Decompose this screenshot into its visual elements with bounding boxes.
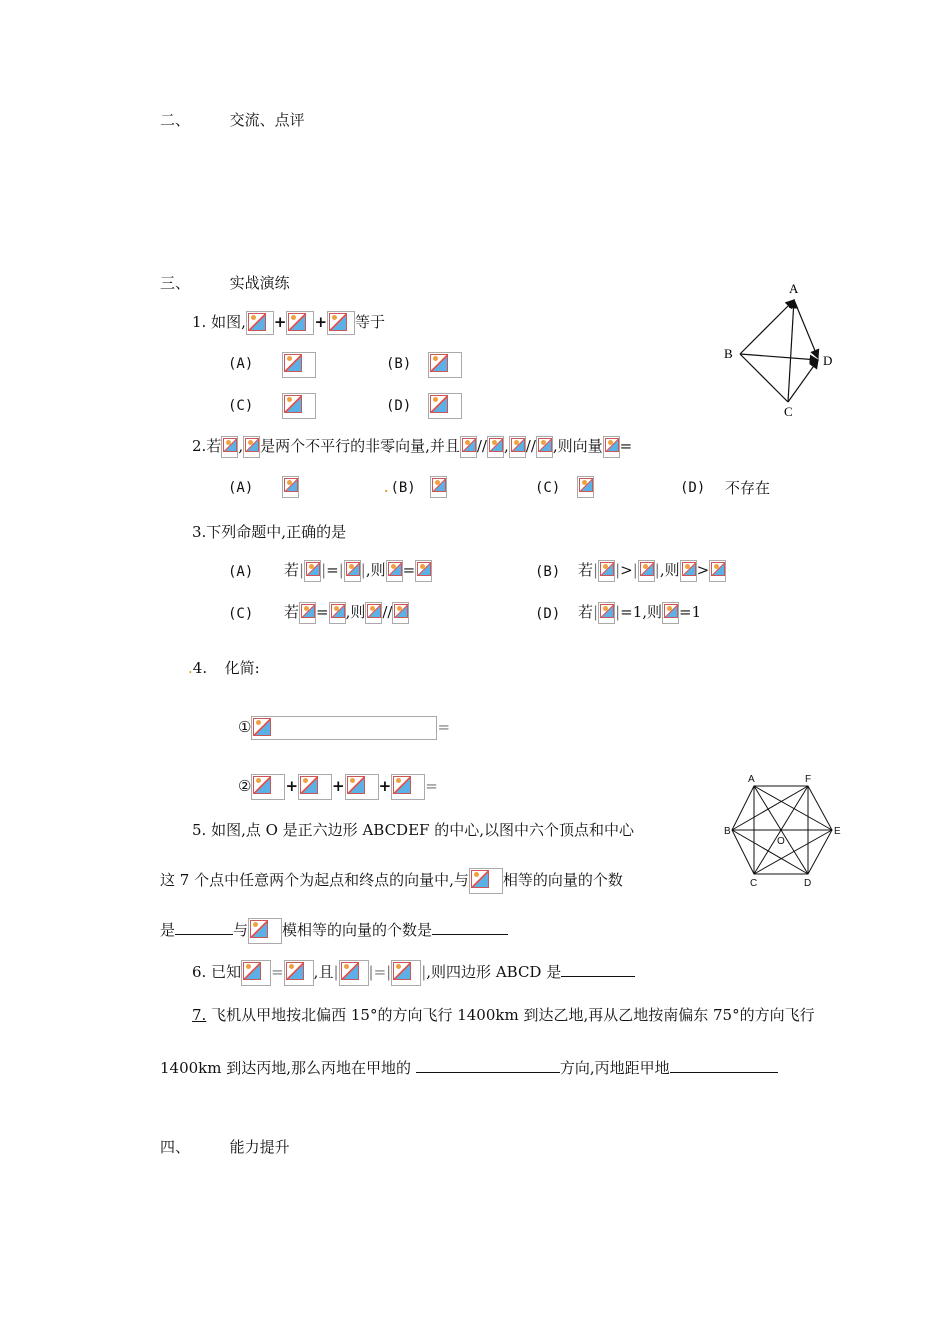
- question-text: ,且: [313, 963, 334, 981]
- question-number: 4.: [192, 659, 208, 677]
- vector-image: [345, 774, 379, 800]
- vector-image: [680, 560, 697, 582]
- parallel-sign: //: [476, 437, 487, 455]
- q3-option-c: [228, 604, 253, 624]
- question-2: [192, 436, 632, 458]
- then-word: ,则: [365, 561, 386, 579]
- question-text: 与: [233, 921, 249, 939]
- plus-sign: +: [285, 777, 299, 795]
- vector-image: [603, 436, 620, 458]
- if-word: 若: [284, 603, 300, 621]
- abs-bar: |: [593, 561, 599, 579]
- vector-image: [243, 436, 260, 458]
- q1-option-a-image: [282, 352, 316, 378]
- question-text: 6. 已知: [192, 963, 242, 981]
- plus-sign: +: [314, 313, 328, 331]
- question-text: 1. 如图,: [192, 313, 246, 331]
- vector-bd: [740, 354, 818, 360]
- if-word: 若: [578, 603, 594, 621]
- equals-sign: =: [326, 561, 339, 579]
- abs-bar: |: [360, 561, 366, 579]
- vector-ad: [794, 300, 818, 358]
- label-f: F: [805, 774, 812, 785]
- abs-bar: |: [386, 963, 392, 981]
- question-3-title: 3.下列命题中,正确的是: [192, 523, 347, 541]
- label-a: A: [789, 281, 799, 296]
- section-title: 实战演练: [229, 274, 290, 292]
- vector-image: [598, 560, 615, 582]
- q1-option-c: [228, 396, 253, 416]
- question-text: 等于: [355, 313, 386, 331]
- label-a: A: [748, 774, 755, 785]
- question-text: 化简:: [224, 659, 260, 677]
- abs-bar: |: [299, 561, 305, 579]
- abs-bar: |: [593, 603, 599, 621]
- question-text: 2.若: [192, 437, 222, 455]
- question-1: [192, 311, 385, 335]
- q1-option-b: [386, 354, 411, 374]
- section-number: 二、: [160, 111, 191, 129]
- answer-blank[interactable]: [561, 960, 635, 977]
- if-word: 若: [578, 561, 594, 579]
- label-b: B: [724, 826, 731, 837]
- q3-option-d: [535, 604, 560, 624]
- vector-image: [391, 774, 425, 800]
- vector-image: [327, 311, 355, 335]
- plus-sign: +: [378, 777, 392, 795]
- q2-option-a: [228, 478, 253, 498]
- equals-sign: =: [619, 437, 633, 455]
- vector-image: [428, 352, 462, 378]
- question-text: 相等的向量的个数: [502, 871, 623, 889]
- expression-image: [251, 716, 437, 740]
- question-text: 是: [160, 921, 176, 939]
- then-word: ,则: [659, 561, 680, 579]
- vector-image: [299, 602, 316, 624]
- vector-image: [298, 774, 332, 800]
- equals-sign: =: [271, 963, 284, 981]
- option-label: (C): [228, 398, 254, 414]
- vector-image: [286, 311, 314, 335]
- abs-bar: |: [615, 561, 621, 579]
- vector-ba: [740, 300, 794, 354]
- equals-sign: =: [316, 603, 329, 621]
- parallel-sign: //: [525, 437, 536, 455]
- q3-option-b-text: [578, 560, 726, 582]
- option-label: (A): [228, 564, 254, 580]
- vector-image: [282, 352, 316, 378]
- abs-bar: |: [368, 963, 374, 981]
- vector-image: [282, 393, 316, 419]
- vector-image: [344, 560, 361, 582]
- q2-option-b: .(B): [382, 480, 416, 496]
- q2-option-c: [535, 478, 560, 498]
- option-label: (B): [390, 480, 416, 496]
- option-label: (B): [386, 356, 412, 372]
- question-text: 模相等的向量的个数是: [282, 921, 433, 939]
- question-text: 飞机从甲地按北偏西 15°的方向飞行 1400km 到达乙地,再从乙地按南偏东 75°的方向飞行: [211, 1006, 815, 1024]
- question-7-line-2: [160, 1056, 778, 1078]
- option-label: (D): [535, 606, 561, 622]
- vector-image: [577, 476, 594, 498]
- question-number: 7.: [192, 1006, 207, 1024]
- q3-option-a-text: [284, 560, 432, 582]
- question-4: .4. 化简:: [188, 659, 260, 677]
- abs-bar: |: [321, 561, 327, 579]
- vector-image: [598, 602, 615, 624]
- answer-blank[interactable]: [670, 1056, 778, 1073]
- greater-sign: >: [620, 561, 633, 579]
- option-label: (A): [228, 480, 254, 496]
- plus-sign: +: [273, 313, 287, 331]
- question-text: 方向,丙地距甲地: [559, 1059, 670, 1077]
- label-b: B: [724, 346, 733, 361]
- then-word: ,则: [642, 603, 663, 621]
- abs-bar: |: [421, 963, 427, 981]
- vector-image: [304, 560, 321, 582]
- question-text: 1400km 到达丙地,那么丙地在甲地的: [160, 1059, 412, 1077]
- abs-bar: |: [338, 561, 344, 579]
- vector-image: [391, 960, 421, 986]
- q4-item-2: [238, 774, 438, 800]
- q1-option-a: [228, 354, 253, 374]
- question-text: ,则向量: [552, 437, 603, 455]
- vector-image: [284, 960, 314, 986]
- q5-line-1: 5. 如图,点 O 是正六边形 ABCDEF 的中心,以图中六个顶点和中心: [192, 821, 634, 839]
- vector-image: [469, 868, 503, 894]
- q2-option-d-text: 不存在: [725, 479, 771, 497]
- vector-image: [430, 476, 447, 498]
- option-label: (C): [228, 606, 254, 622]
- q3-option-b: [535, 562, 560, 582]
- figure-hexagon: [724, 772, 846, 892]
- vector-image: [428, 393, 462, 419]
- equals-one: =1: [679, 603, 702, 621]
- label-o: O: [777, 836, 785, 847]
- option-label: (D): [680, 480, 706, 496]
- vector-image: [339, 960, 369, 986]
- q1-option-d-image: [428, 393, 462, 419]
- label-e: E: [834, 826, 841, 837]
- abs-bar: |: [333, 963, 339, 981]
- label-c: C: [750, 878, 758, 889]
- vector-image: [638, 560, 655, 582]
- vector-image: [365, 602, 382, 624]
- q3-option-a: [228, 562, 253, 582]
- vector-ca: [788, 300, 794, 402]
- option-label: (B): [535, 564, 561, 580]
- answer-blank[interactable]: [416, 1056, 560, 1073]
- q2-option-a-image: [282, 476, 299, 498]
- greater-sign: >: [696, 561, 710, 579]
- parallel-sign: //: [382, 603, 393, 621]
- q1-option-d: [386, 396, 411, 416]
- option-label: (C): [535, 480, 561, 496]
- q2-option-b-image: [430, 476, 447, 498]
- vector-image: [460, 436, 477, 458]
- vector-image: [221, 436, 238, 458]
- if-word: 若: [284, 561, 300, 579]
- vector-image: [487, 436, 504, 458]
- plus-sign: +: [332, 777, 345, 795]
- section-2-heading: [160, 110, 305, 130]
- section-4-heading: [160, 1137, 290, 1157]
- vector-image: [392, 602, 409, 624]
- equals-sign: =: [402, 561, 416, 579]
- then-word: ,则: [345, 603, 366, 621]
- equals-sign: =: [425, 777, 438, 795]
- q5-line-3: [160, 918, 508, 944]
- section-title: 交流、点评: [229, 111, 305, 129]
- vector-image: [329, 602, 346, 624]
- vector-image: [282, 476, 299, 498]
- vector-image: [662, 602, 679, 624]
- vector-image: [536, 436, 553, 458]
- segment-bc: [740, 354, 788, 402]
- label-c: C: [784, 404, 793, 419]
- q1-option-b-image: [428, 352, 462, 378]
- circled-number: ①: [238, 718, 252, 736]
- circled-number: ②: [238, 777, 252, 795]
- vector-image: [251, 774, 285, 800]
- abs-bar: |: [632, 561, 638, 579]
- vector-image: [248, 918, 282, 944]
- q4-item-1: [238, 716, 450, 740]
- option-label: (D): [386, 398, 412, 414]
- question-text: 这 7 个点中任意两个为起点和终点的向量中,与: [160, 871, 469, 889]
- vector-image: [246, 311, 274, 335]
- q5-line-2: [160, 868, 623, 894]
- answer-blank[interactable]: [175, 918, 233, 935]
- q1-option-c-image: [282, 393, 316, 419]
- comma: ,: [503, 437, 509, 455]
- figure-quadrilateral: [718, 278, 842, 420]
- q2-option-d: [680, 478, 705, 498]
- equals-sign: =: [437, 718, 451, 736]
- question-7-line-1: [192, 1005, 815, 1025]
- q2-option-c-image: [577, 476, 594, 498]
- vector-image: [509, 436, 526, 458]
- vector-image: [241, 960, 271, 986]
- label-d: D: [823, 353, 833, 368]
- vector-cd: [788, 360, 818, 402]
- vector-image: [415, 560, 432, 582]
- question-text: 是两个不平行的非零向量,并且: [260, 437, 460, 455]
- q3-option-c-text: [284, 602, 409, 624]
- answer-blank[interactable]: [432, 918, 508, 935]
- abs-bar: |: [615, 603, 621, 621]
- equals-one: =1: [620, 603, 643, 621]
- section-number: 四、: [160, 1138, 191, 1156]
- comma: ,: [238, 437, 244, 455]
- vector-image: [709, 560, 726, 582]
- abs-bar: |: [654, 561, 660, 579]
- q3-option-d-text: [578, 602, 701, 624]
- option-label: (A): [228, 356, 254, 372]
- section-3-heading: [160, 273, 290, 293]
- label-d: D: [804, 878, 812, 889]
- question-6: [192, 960, 635, 986]
- vector-image: [386, 560, 403, 582]
- equals-sign: =: [373, 963, 387, 981]
- section-number: 三、: [160, 274, 191, 292]
- question-text: ,则四边形 ABCD 是: [426, 963, 562, 981]
- section-title: 能力提升: [229, 1138, 290, 1156]
